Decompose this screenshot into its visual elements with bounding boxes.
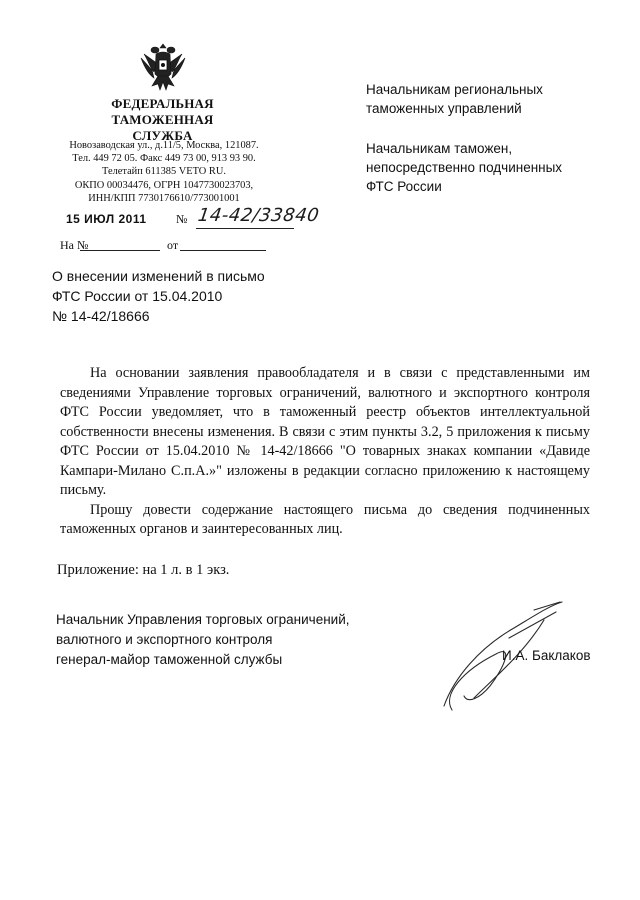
org-name-line2: ТАМОЖЕННАЯ СЛУЖБА <box>111 112 214 143</box>
subject-line: О внесении изменений в письмо <box>52 268 265 284</box>
address-line: Тел. 449 72 05. Факс 449 73 00, 913 93 90. <box>72 153 256 165</box>
subject-line: ФТС России от 15.04.2010 <box>52 288 223 304</box>
signatory-line: валютного и экспортного контроля <box>56 632 273 647</box>
address-line: Новозаводская ул., д.11/5, Москва, 121087. <box>69 140 259 151</box>
double-headed-eagle-emblem <box>138 40 188 92</box>
address-line: Телетайп 611385 VETO RU. <box>102 166 226 178</box>
sender-organization <box>80 96 245 144</box>
signer-name: И.А. Баклаков <box>502 648 591 663</box>
sender-address <box>60 139 268 205</box>
signatory-line: Начальник Управления торговых ограничений, <box>56 612 350 627</box>
recipient-line: Начальникам региональных <box>366 82 543 97</box>
signatory-title <box>56 610 386 670</box>
attachment-note: Приложение: на 1 л. в 1 экз. <box>57 562 230 578</box>
recipient-line: Начальникам таможен, <box>366 141 513 156</box>
recipient-customs-heads <box>366 139 596 196</box>
reference-date-label: от <box>167 238 179 252</box>
body-paragraph: На основании заявления правообладателя и в связи с представленными им сведениями Управление торговых ограничений, валютного и экспортного контроля ФТС России уведомляет, что в таможенный реестр объектов интеллектуальной собственности внесены изменения. В связи с этим пункты 3.2, 5 приложения к письму ФТС России от 15.04.2010 № 14-42/18666 "О товарных знаках компании «Давиде Кампари-Милано С.п.А.»" изложены в редакции согласно приложению к настоящему письму. <box>60 365 590 498</box>
number-label: № <box>176 212 188 226</box>
recipient-line: ФТС России <box>366 179 442 194</box>
recipient-line: таможенных управлений <box>366 101 522 116</box>
reference-date-blank <box>180 250 266 251</box>
address-line: ОКПО 00034476, ОГРН 1047730023703, <box>74 179 254 191</box>
recipient-line: непосредственно подчиненных <box>366 160 563 175</box>
registration-number: 14-42/33840 <box>196 205 321 226</box>
recipient-regional-departments <box>366 80 596 118</box>
reference-number-blank <box>80 250 160 251</box>
signatory-line: генерал-майор таможенной службы <box>56 652 283 667</box>
address-line: ИНН/КПП 7730176610/773001001 <box>88 192 240 204</box>
subject-line: № 14-42/18666 <box>52 308 150 324</box>
registration-date: 15 ИЮЛ 2011 <box>66 212 147 226</box>
reference-number-label: На № <box>60 238 89 252</box>
number-underline <box>196 228 294 229</box>
org-name-line1: ФЕДЕРАЛЬНАЯ <box>111 96 214 111</box>
letter-body <box>60 364 590 540</box>
letter-subject <box>52 266 312 326</box>
body-paragraph: Прошу довести содержание настоящего письма до сведения подчиненных таможенных органов и заинтересованных лиц. <box>60 501 590 537</box>
